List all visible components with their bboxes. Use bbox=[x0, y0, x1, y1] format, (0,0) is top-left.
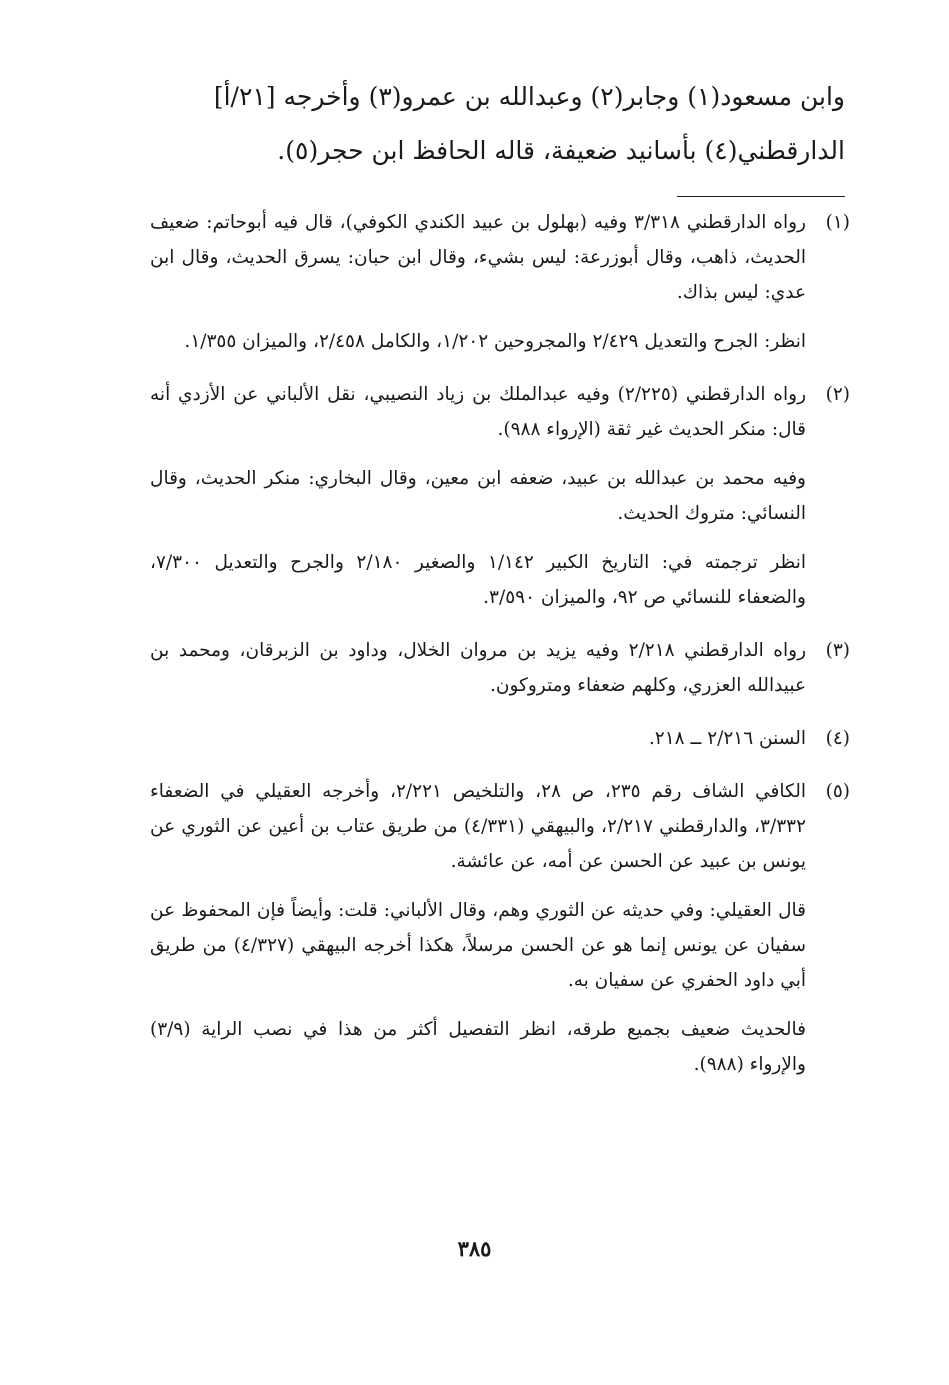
footnote-3 bbox=[150, 633, 850, 703]
footnote-number: (١) bbox=[825, 212, 850, 233]
footnote-number: (٤) bbox=[825, 728, 850, 749]
footnotes-section bbox=[150, 205, 850, 1100]
footnote-number: (٣) bbox=[825, 640, 850, 661]
footnote-4 bbox=[150, 721, 850, 756]
main-text-line-2: الدارقطني(٤) بأسانيد ضعيفة، قاله الحافظ ابن حجر(٥). bbox=[277, 136, 845, 165]
footnote-paragraph: انظر ترجمته في: التاريخ الكبير ١/١٤٢ والصغير ٢/١٨٠ والجرح والتعديل ٧/٣٠٠، والضعفاء للنسائي ص ٩٢، والميزان ٣/٥٩٠. bbox=[150, 552, 806, 608]
footnote-5 bbox=[150, 774, 850, 1082]
footnote-number: (٥) bbox=[825, 781, 850, 802]
footnote-paragraph: الكافي الشاف رقم ٢٣٥، ص ٢٨، والتلخيص ٢/٢٢١، وأخرجه العقيلي في الضعفاء ٣/٣٣٢، والدارقطني ٢/٢١٧، والبيهقي (٤/٣٣١) من طريق عتاب بن أعين عن الثوري عن يونس بن عبيد عن الحسن عن أمه، عن عائشة. bbox=[150, 781, 807, 872]
footnote-paragraph: قال العقيلي: وفي حديثه عن الثوري وهم، وقال الألباني: قلت: وأيضاً فإن المحفوظ عن سفيان عن يونس إنما هو عن الحسن مرسلاً، هكذا أخرجه البيهقي (٤/٣٢٧) من طريق أبي داود الحفري عن سفيان به. bbox=[150, 900, 807, 991]
footnote-number: (٢) bbox=[825, 384, 850, 405]
footnote-divider bbox=[677, 196, 845, 197]
footnote-2 bbox=[150, 377, 850, 615]
footnote-paragraph: انظر: الجرح والتعديل ٢/٤٢٩ والمجروحين ١/٢٠٢، والكامل ٢/٤٥٨، والميزان ١/٣٥٥. bbox=[184, 331, 806, 352]
main-text-block bbox=[140, 70, 845, 178]
footnote-paragraph: السنن ٢/٢١٦ ــ ٢١٨. bbox=[648, 728, 806, 749]
page-number: ٣٨٥ bbox=[457, 1236, 492, 1261]
footnote-paragraph: رواه الدارقطني (٢/٢٢٥) وفيه عبدالملك بن زياد النصيبي، نقل الألباني عن الأزدي أنه قال: منكر الحديث غير ثقة (الإرواء ٩٨٨). bbox=[150, 384, 807, 440]
footnote-paragraph: وفيه محمد بن عبدالله بن عبيد، ضعفه ابن معين، وقال البخاري: منكر الحديث، وقال النسائي: متروك الحديث. bbox=[150, 468, 806, 524]
main-text-line-1: وابن مسعود(١) وجابر(٢) وعبدالله بن عمرو(٣) وأخرجه [٢١/أ] bbox=[213, 82, 845, 111]
footnote-1 bbox=[150, 205, 850, 359]
footnote-paragraph: رواه الدارقطني ٣/٣١٨ وفيه (بهلول بن عبيد الكندي الكوفي)، قال فيه أبوحاتم: ضعيف الحديث، ذاهب، وقال أبوزرعة: ليس بشيء، وقال ابن حبان: يسرق الحديث، وقال ابن عدي: ليس بذاك. bbox=[150, 212, 806, 303]
footnote-paragraph: رواه الدارقطني ٢/٢١٨ وفيه يزيد بن مروان الخلال، وداود بن الزبرقان، ومحمد بن عبيدالله العزري، وكلهم ضعفاء ومتروكون. bbox=[150, 640, 806, 696]
footnote-paragraph: فالحديث ضعيف بجميع طرقه، انظر التفصيل أكثر من هذا في نصب الراية (٣/٩) والإرواء (٩٨٨). bbox=[150, 1019, 806, 1075]
